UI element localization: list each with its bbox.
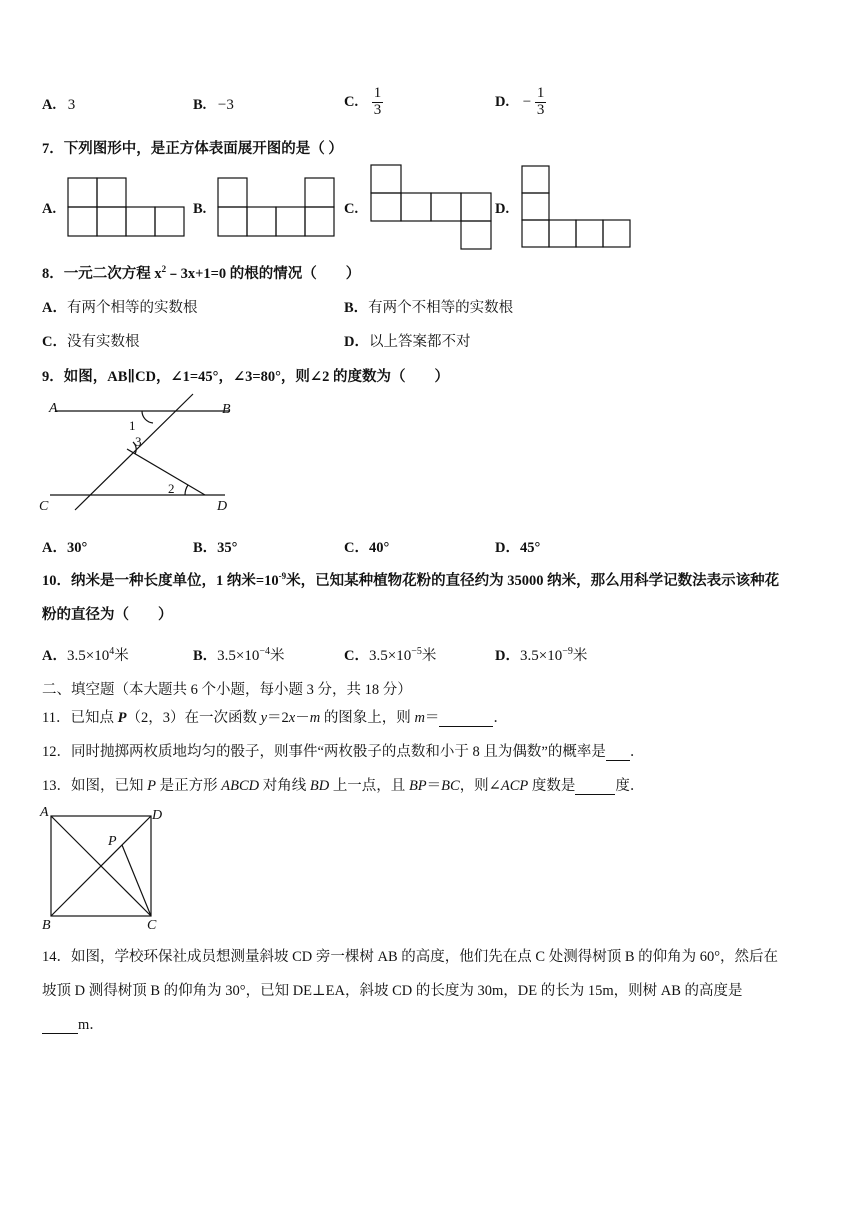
label-2: 2 [168,481,175,496]
angle-arc-1 [142,411,153,423]
q13-text: 度数是 [528,778,576,794]
q8-stem-post: ﹣3x+1=0 的根的情况（ ） [166,266,361,282]
fraction-numerator: 1 [373,85,382,101]
option-value: 3 [67,97,76,113]
option-value: −3 [217,97,234,113]
q12-text-end: ． [629,744,645,760]
option-exp: 4 [109,646,115,658]
q8-option-a [42,296,197,317]
option-letter: C. [344,93,359,110]
label-c: C [147,918,157,933]
option-letter: A． [42,300,67,316]
answer-blank[interactable] [606,746,630,761]
q11-var-x: x [288,710,296,726]
label-b: B [42,918,51,933]
option-unit: 米 [114,648,129,664]
q10-option-c [344,644,436,665]
q6-option-d [495,86,546,119]
segment-3-2 [127,449,205,495]
label-d: D [217,499,228,514]
q9-figure [35,390,245,520]
option-letter: D． [495,540,520,556]
q8-option-b [344,296,513,317]
q6-option-a [42,97,75,114]
minus-sign: − [522,93,532,110]
q11-point-p: P [117,710,127,726]
q7-net-c [371,165,496,255]
q11-text: － [295,710,310,726]
q10-option-d [495,644,587,665]
q10-stem-line2: 粉的直径为（ ） [42,607,173,623]
q13-stem [42,774,644,795]
q9-option-a [42,536,87,557]
option-letter: C． [344,648,369,664]
fraction [372,86,384,119]
option-letter: B． [193,648,218,664]
label-a: A [49,401,58,416]
fraction [535,86,547,119]
q7-stem: 7．下列图形中，是正方体表面展开图的是（ ） [42,141,343,157]
q7-option-b-letter: B. [193,201,207,217]
angle-arc-2 [185,485,188,495]
option-letter: A． [42,540,67,556]
option-text: 没有实数根 [66,334,140,350]
option-letter: B. [193,97,207,113]
label-3: 3 [135,434,142,449]
option-unit: 米 [421,648,437,664]
q9-option-c [344,536,389,557]
option-text: 45° [519,540,541,556]
option-letter: C． [344,540,369,556]
option-unit: 米 [572,648,588,664]
q11-text: 11．已知点 [42,710,118,726]
label-a: A [40,805,49,820]
q6-option-b [193,97,234,114]
option-text: 有两个相等的实数根 [66,300,198,316]
q10-stem-pre: 10．纳米是一种长度单位，1 纳米=10 [42,573,279,589]
q11-var-y: y [260,710,268,726]
q11-text: ＝ [424,710,440,726]
q13-text: 度． [615,778,645,794]
option-exp: −9 [562,646,573,658]
q13-var: BD [309,778,330,794]
option-exp: −5 [411,646,422,658]
q13-text: 上一点，且 [329,778,409,794]
option-base: 3.5×10 [368,648,412,664]
label-b: B [222,402,231,417]
option-letter: D． [344,334,369,350]
segment-cp [122,845,151,916]
option-letter: B． [193,540,218,556]
q11-var-m: m [414,710,425,726]
q12-text: 12．同时抛掷两枚质地均匀的骰子，则事件“两枚骰子的点数和小于 8 且为偶数”的概率是 [42,744,606,760]
answer-blank[interactable] [575,780,615,795]
q11-stem [42,706,508,727]
q10-stem-post: 米，已知某种植物花粉的直径约为 35000 纳米，那么用科学记数法表示该种花 [286,573,780,589]
q11-text: 的图象上，则 [320,710,415,726]
option-unit: 米 [270,648,285,664]
q13-text: 13．如图，已知 [42,778,148,794]
option-base: 3.5×10 [217,648,260,664]
q14-line2: 坡顶 D 测得树顶 B 的仰角为 30°，已知 DE⊥EA，斜坡 CD 的长度为 30m，DE 的长为 15m，则树 AB 的高度是 [42,983,743,999]
q9-stem: 9．如图，AB∥CD，∠1=45°，∠3=80°，则∠2 的度数为（ ） [42,369,449,385]
q13-text: 对角线 [259,778,310,794]
answer-blank[interactable] [42,1019,78,1034]
option-exp: −4 [259,646,271,658]
q14-text-end: m． [78,1017,104,1033]
q7-net-b [218,177,338,237]
q8-stem-sup: 2 [161,264,167,275]
option-letter: A． [42,648,67,664]
q11-var-m: m [309,710,321,726]
q7-option-d-letter: D. [495,201,510,217]
q8-option-d [344,330,470,351]
q11-text: ． [493,710,508,726]
label-d: D [152,808,163,823]
q7-option-a-letter: A. [42,201,57,217]
q12-stem [42,740,644,761]
option-letter: B． [344,300,369,316]
q8-option-c [42,330,139,351]
option-text: 35° [217,540,238,556]
q14-line3 [42,1013,104,1034]
q13-var: ACP [500,778,529,794]
q11-text: （2，3）在一次函数 [126,710,261,726]
q6-option-c [344,86,383,119]
q11-text: ＝2 [267,710,289,726]
option-base: 3.5×10 [519,648,563,664]
option-text: 有两个不相等的实数根 [368,300,514,316]
q13-var: ABCD [221,778,260,794]
option-letter: A. [42,97,57,113]
q7-net-a [68,177,188,237]
option-text: 以上答案都不对 [368,334,471,350]
q7-net-d [522,166,637,251]
q9-option-b [193,536,237,557]
q10-stem-line1 [42,569,779,590]
q13-figure [38,803,173,933]
fraction-numerator: 1 [536,85,545,101]
label-c: C [39,499,49,514]
q13-var: BC [441,778,460,794]
q10-stem-sup: -9 [278,571,287,582]
q9-option-d [495,536,540,557]
fraction-denominator: 3 [536,101,545,118]
q13-var: P [147,778,156,794]
q14-line1: 14．如图，学校环保社成员想测量斜坡 CD 旁一棵树 AB 的高度，他们先在点 C 处测得树顶 B 的仰角为 60°，然后在 [42,949,779,965]
q10-option-a [42,644,129,665]
q13-text: ，则∠ [459,778,501,794]
section-heading: 二、填空题（本大题共 6 个小题，每小题 3 分，共 18 分） [42,682,412,698]
label-1: 1 [129,418,136,433]
q7-option-c-letter: C. [344,201,359,217]
option-letter: C． [42,334,67,350]
q10-option-b [193,644,285,665]
option-letter: D． [495,648,520,664]
label-p: P [108,834,117,849]
q13-var: BP [408,778,427,794]
q8-stem-pre: 8．一元二次方程 x [42,266,162,282]
q13-text: 是正方形 [155,778,222,794]
q13-text: ＝ [426,778,442,794]
option-text: 30° [66,540,88,556]
answer-blank[interactable] [439,712,493,727]
option-text: 40° [368,540,390,556]
option-letter: D. [495,93,510,110]
option-base: 3.5×10 [66,648,110,664]
q8-stem [42,262,360,283]
fraction-denominator: 3 [373,101,382,118]
